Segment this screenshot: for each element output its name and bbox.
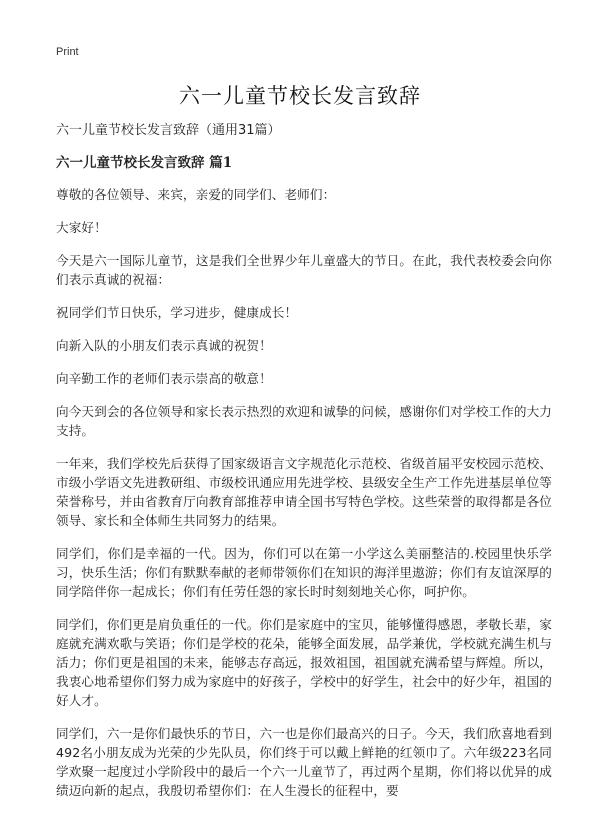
- section-heading: 六一儿童节校长发言致辞 篇1: [56, 155, 233, 171]
- paragraph-achievements: 一年来，我们学校先后获得了国家级语言文字规范化示范校、省级首届平安校园示范校、市级小学语文先进教研组、市级校讯通应用先进学校、县级安全生产工作先进基层单位等荣誉称号，并由省教育厅向教育部推荐申请全国书写特色学校。这些荣誉的取得都是各位领导、家长和全体师生共同努力的结果。: [56, 456, 552, 528]
- paragraph-salutation: 尊敬的各位领导、来宾，亲爱的同学们、老师们：: [56, 187, 336, 202]
- paragraph-greeting: 大家好！: [56, 220, 107, 235]
- paragraph-respect-teachers: 向辛勤工作的老师们表示崇高的敬意！: [56, 371, 272, 386]
- paragraph-happy-generation: 同学们，你们是幸福的一代。因为，你们可以在第一小学这么美丽整洁的.校园里快乐学习，快乐生活；你们有默默奉献的老师带领你们在知识的海洋里遨游；你们有友谊深厚的同学陪伴你一起成长；你们有任劳任怨的家长时时刻刻地关心你，呵护你。: [56, 546, 552, 599]
- print-link[interactable]: Print: [56, 46, 79, 58]
- document-body: [56, 122, 552, 814]
- paragraph-intro: 今天是六一国际儿童节，这是我们全世界少年儿童盛大的节日。在此，我代表校委会向你们表示真诚的祝福：: [56, 253, 552, 287]
- paragraph-childrens-day: 同学们，六一是你们最快乐的节日，六一也是你们最高兴的日子。今天，我们欣喜地看到492名小朋友成为光荣的少先队员，你们终于可以戴上鲜艳的红领巾了。六年级223名同学欢聚一起度过小学阶段中的最后一个六一儿童节了，再过两个星期，你们将以优异的成绩迈向新的起点，我殷切希望你们：在人生漫长的征程中，要: [56, 726, 552, 798]
- document-subtitle: 六一儿童节校长发言致辞（通用31篇）: [56, 123, 281, 138]
- paragraph-wish-students: 祝同学们节日快乐，学习进步，健康成长！: [56, 305, 298, 320]
- document-title: 六一儿童节校长发言致辞: [179, 84, 421, 108]
- paragraph-congrats-new-members: 向新入队的小朋友们表示真诚的祝贺！: [56, 338, 272, 353]
- paragraph-responsible-generation: 同学们，你们更是肩负重任的一代。你们是家庭中的宝贝，能够懂得感恩，孝敬长辈，家庭就充满欢歌与笑语；你们是学校的花朵，能够全面发展，品学兼优，学校就充满生机与活力；你们更是祖国的未来，能够志存高远，报效祖国，祖国就充满希望与辉煌。所以，我衷心地希望你们努力成为家庭中的好孩子，学校中的好学生，社会中的好少年，祖国的好人才。: [56, 617, 552, 708]
- paragraph-welcome-guests: 向今天到会的各位领导和家长表示热烈的欢迎和诚挚的问候，感谢你们对学校工作的大力支持。: [56, 404, 552, 438]
